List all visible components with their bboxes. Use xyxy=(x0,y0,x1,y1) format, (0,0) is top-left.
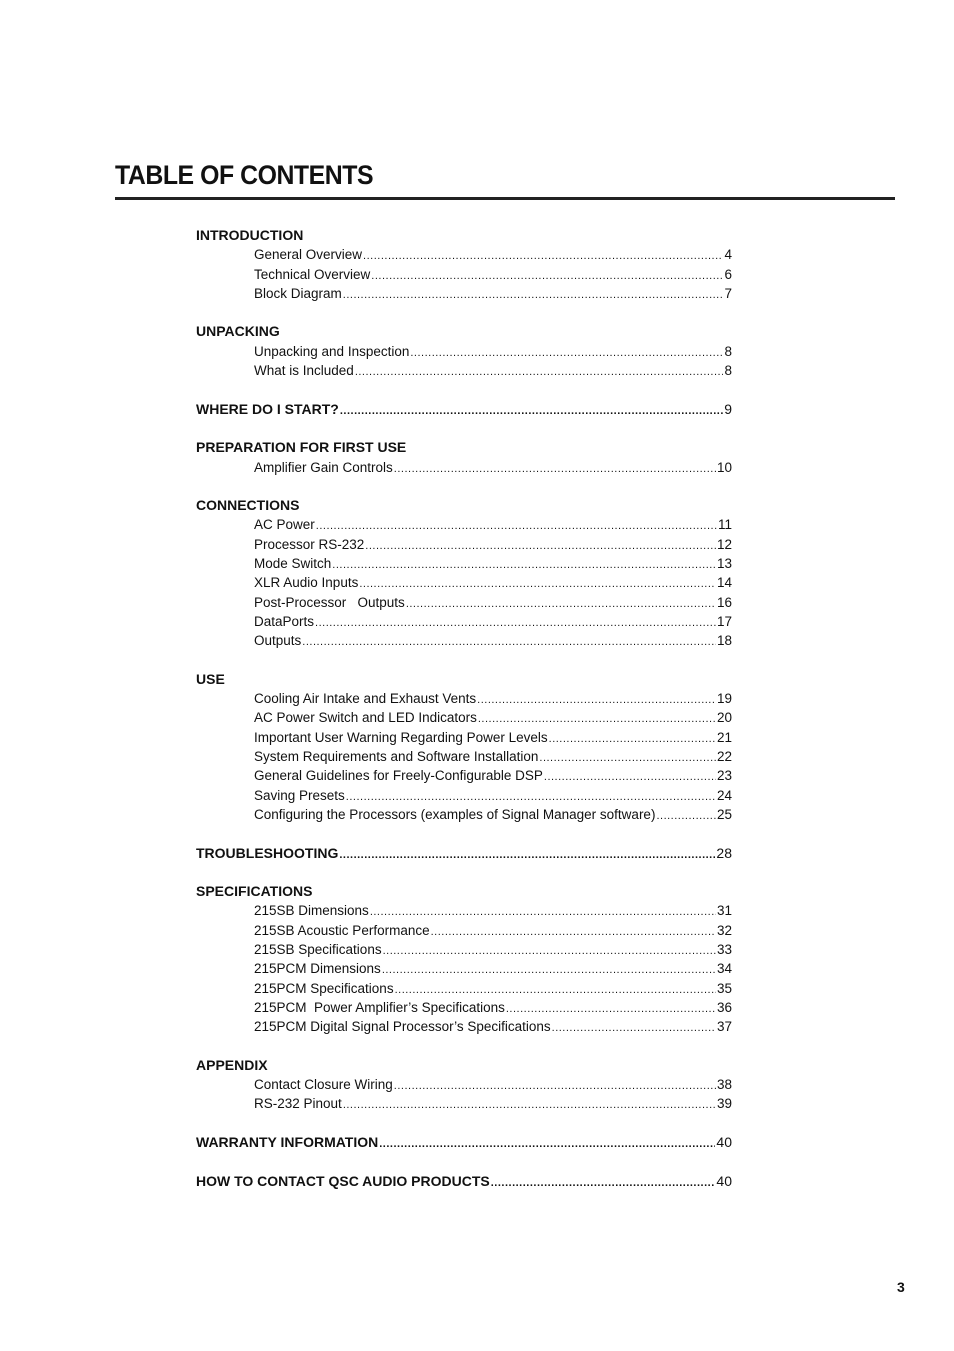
entry-page-number: 39 xyxy=(716,1096,732,1112)
toc-entry[interactable] xyxy=(254,342,732,361)
section-title: TROUBLESHOOTING xyxy=(196,844,339,861)
dot-leader xyxy=(343,286,724,305)
dot-leader xyxy=(394,1077,716,1096)
dot-leader xyxy=(365,537,716,556)
toc-entry[interactable] xyxy=(254,959,732,978)
section-spacer xyxy=(196,419,732,438)
toc-section xyxy=(196,322,732,380)
section-spacer xyxy=(196,303,732,322)
toc-section xyxy=(196,438,732,477)
dot-leader xyxy=(343,1096,716,1115)
entry-label: Technical Overview xyxy=(254,266,371,282)
section-title: APPENDIX xyxy=(196,1056,268,1073)
toc-entry[interactable] xyxy=(254,786,732,805)
entry-page-number: 8 xyxy=(724,363,732,379)
entry-label: Configuring the Processors (examples of Signal Manager software) xyxy=(254,806,656,822)
entry-label: Cooling Air Intake and Exhaust Vents xyxy=(254,691,477,707)
section-heading[interactable] xyxy=(196,1172,732,1191)
section-heading xyxy=(196,322,732,341)
toc-section xyxy=(196,226,732,303)
dot-leader xyxy=(406,595,716,614)
section-spacer xyxy=(196,477,732,496)
dot-leader xyxy=(315,614,716,633)
entry-label: Post-Processor Outputs xyxy=(254,594,405,610)
entry-label: 215SB Acoustic Performance xyxy=(254,922,430,938)
toc-entry[interactable] xyxy=(254,805,732,824)
entry-page-number: 6 xyxy=(724,266,732,282)
toc-section xyxy=(196,844,732,863)
dot-leader xyxy=(302,633,716,652)
entry-label: System Requirements and Software Installation xyxy=(254,749,539,765)
section-title: PREPARATION FOR FIRST USE xyxy=(196,439,407,456)
section-heading[interactable] xyxy=(196,400,732,419)
toc-entry[interactable] xyxy=(254,901,732,920)
toc-section xyxy=(196,1172,732,1191)
entry-label: DataPorts xyxy=(254,613,315,629)
entry-label: 215PCM Specifications xyxy=(254,980,394,996)
entry-page-number: 24 xyxy=(716,787,732,803)
toc-entry[interactable] xyxy=(254,728,732,747)
entry-label: Unpacking and Inspection xyxy=(254,343,410,359)
entry-label: What is Included xyxy=(254,363,354,379)
toc-entry[interactable] xyxy=(254,612,732,631)
dot-leader xyxy=(339,846,715,865)
entry-label: AC Power xyxy=(254,517,315,533)
section-title: CONNECTIONS xyxy=(196,497,300,514)
page-title: TABLE OF CONTENTS xyxy=(115,160,374,190)
entry-page-number: 17 xyxy=(716,613,732,629)
toc-section xyxy=(196,496,732,650)
toc-entry[interactable] xyxy=(254,766,732,785)
section-spacer xyxy=(196,863,732,882)
toc-entry[interactable] xyxy=(254,458,732,477)
section-heading xyxy=(196,438,732,457)
toc-entry[interactable] xyxy=(254,515,732,534)
entry-label: Important User Warning Regarding Power Levels xyxy=(254,729,548,745)
dot-leader xyxy=(544,768,716,787)
dot-leader xyxy=(410,344,723,363)
toc-entry[interactable] xyxy=(254,747,732,766)
dot-leader xyxy=(656,807,716,826)
dot-leader xyxy=(552,1019,716,1038)
entry-page-number: 25 xyxy=(716,806,732,822)
section-spacer xyxy=(196,651,732,670)
entry-page-number: 16 xyxy=(716,594,732,610)
dot-leader xyxy=(332,556,716,575)
section-title: HOW TO CONTACT QSC AUDIO PRODUCTS xyxy=(196,1172,490,1189)
page-number: 3 xyxy=(897,1279,905,1295)
section-heading[interactable] xyxy=(196,1133,732,1152)
entry-page-number: 21 xyxy=(716,729,732,745)
dot-leader xyxy=(316,517,717,536)
entry-page-number: 31 xyxy=(716,903,732,919)
dot-leader xyxy=(363,247,723,266)
entry-page-number: 12 xyxy=(716,536,732,552)
entry-page-number: 34 xyxy=(716,961,732,977)
toc-entry[interactable] xyxy=(254,1017,732,1036)
entry-page-number: 4 xyxy=(724,247,732,263)
dot-leader xyxy=(379,1135,715,1154)
entry-page-number: 37 xyxy=(716,1019,732,1035)
dot-leader xyxy=(491,1174,716,1193)
entry-page-number: 23 xyxy=(716,768,732,784)
section-title: USE xyxy=(196,670,225,687)
entry-page-number: 38 xyxy=(716,1077,732,1093)
section-spacer xyxy=(196,1036,732,1055)
dot-leader xyxy=(355,363,724,382)
toc-entry[interactable] xyxy=(254,593,732,612)
toc-entry[interactable] xyxy=(254,940,732,959)
toc-section xyxy=(196,882,732,1036)
entry-page-number: 36 xyxy=(716,999,732,1015)
section-title: UNPACKING xyxy=(196,323,280,340)
toc-entry[interactable] xyxy=(254,1094,732,1113)
entry-page-number: 22 xyxy=(716,749,732,765)
section-title: WARRANTY INFORMATION xyxy=(196,1133,379,1150)
entry-label: 215PCM Power Amplifier’s Specifications xyxy=(254,999,505,1015)
section-page-number: 28 xyxy=(716,844,732,861)
title-rule xyxy=(115,197,895,200)
section-spacer xyxy=(196,1152,732,1171)
section-page-number: 40 xyxy=(716,1133,732,1150)
entry-label: General Guidelines for Freely-Configurable DSP xyxy=(254,768,543,784)
section-spacer xyxy=(196,824,732,843)
entry-label: Mode Switch xyxy=(254,556,332,572)
dot-leader xyxy=(394,460,716,479)
toc-entry[interactable] xyxy=(254,284,732,303)
entry-label: 215PCM Digital Signal Processor’s Specifications xyxy=(254,1019,551,1035)
dot-leader xyxy=(383,942,716,961)
section-heading[interactable] xyxy=(196,844,732,863)
entry-label: Contact Closure Wiring xyxy=(254,1077,393,1093)
toc-entry[interactable] xyxy=(254,921,732,940)
toc-entry[interactable] xyxy=(254,245,732,264)
section-title: INTRODUCTION xyxy=(196,227,304,243)
toc-section xyxy=(196,1056,732,1114)
section-title: WHERE DO I START? xyxy=(196,400,339,417)
entry-label: RS-232 Pinout xyxy=(254,1096,342,1112)
toc-section xyxy=(196,400,732,419)
entry-label: AC Power Switch and LED Indicators xyxy=(254,710,477,726)
toc-entry[interactable] xyxy=(254,998,732,1017)
entry-page-number: 32 xyxy=(716,922,732,938)
toc-entry[interactable] xyxy=(254,573,732,592)
toc-section xyxy=(196,670,732,824)
dot-leader xyxy=(431,923,716,942)
entry-page-number: 11 xyxy=(717,517,732,533)
toc-entry[interactable] xyxy=(254,535,732,554)
section-title: SPECIFICATIONS xyxy=(196,883,313,900)
section-heading xyxy=(196,882,732,901)
entry-label: Saving Presets xyxy=(254,787,345,803)
dot-leader xyxy=(549,730,716,749)
toc-entry[interactable] xyxy=(254,1075,732,1094)
entry-label: Amplifier Gain Controls xyxy=(254,459,393,475)
section-heading xyxy=(196,1056,732,1075)
entry-label: 215PCM Dimensions xyxy=(254,961,381,977)
toc-entry[interactable] xyxy=(254,708,732,727)
section-heading xyxy=(196,496,732,515)
entry-page-number: 35 xyxy=(716,980,732,996)
entry-label: Outputs xyxy=(254,633,302,649)
toc-entry[interactable] xyxy=(254,554,732,573)
entry-label: Processor RS-232 xyxy=(254,536,365,552)
section-spacer xyxy=(196,380,732,399)
toc-entry[interactable] xyxy=(254,265,732,284)
dot-leader xyxy=(539,749,716,768)
entry-page-number: 19 xyxy=(716,691,732,707)
section-heading xyxy=(196,226,732,245)
section-page-number: 9 xyxy=(724,400,732,417)
entry-page-number: 13 xyxy=(716,556,732,572)
entry-page-number: 20 xyxy=(716,710,732,726)
section-page-number: 40 xyxy=(716,1172,732,1189)
section-spacer xyxy=(196,1114,732,1133)
entry-label: XLR Audio Inputs xyxy=(254,575,359,591)
entry-label: Block Diagram xyxy=(254,285,342,301)
dot-leader xyxy=(382,961,716,980)
dot-leader xyxy=(477,691,716,710)
table-of-contents xyxy=(196,226,732,1191)
toc-entry[interactable] xyxy=(254,979,732,998)
dot-leader xyxy=(340,402,723,421)
entry-label: General Overview xyxy=(254,247,363,263)
toc-entry[interactable] xyxy=(254,689,732,708)
toc-section xyxy=(196,1133,732,1152)
dot-leader xyxy=(371,267,723,286)
entry-page-number: 33 xyxy=(716,941,732,957)
toc-entry[interactable] xyxy=(254,361,732,380)
section-heading xyxy=(196,670,732,689)
entry-label: 215SB Dimensions xyxy=(254,903,369,919)
entry-page-number: 7 xyxy=(724,285,732,301)
entry-page-number: 18 xyxy=(716,633,732,649)
entry-label: 215SB Specifications xyxy=(254,941,382,957)
toc-entry[interactable] xyxy=(254,631,732,650)
entry-page-number: 10 xyxy=(716,459,732,475)
entry-page-number: 14 xyxy=(716,575,732,591)
dot-leader xyxy=(359,575,716,594)
entry-page-number: 8 xyxy=(724,343,732,359)
